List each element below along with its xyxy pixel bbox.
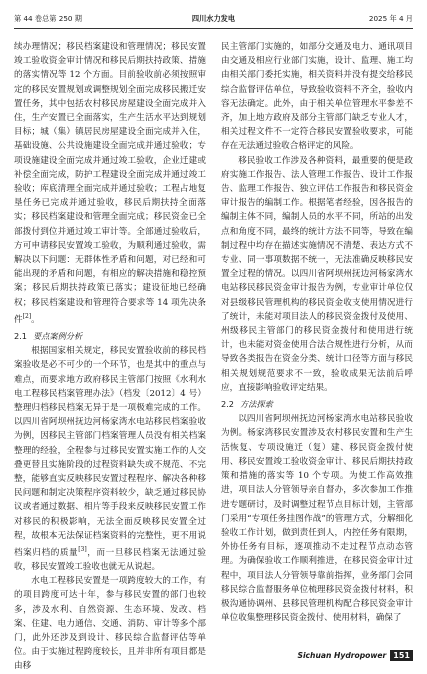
journal-title: 四川水力发电 — [191, 14, 236, 23]
section-heading — [221, 397, 413, 411]
section-title: 要点案例分析 — [33, 330, 83, 341]
section-heading — [14, 329, 206, 343]
paragraph: 水电工程移民安置是一项跨度较大的工作，有的项目跨度可达十年，参与移民安置的部门也较多，涉及水利、自然资源、生态环境、发改、档案、住建、电力通信、交通、消防、审计等多个部门，此外还涉及到设计、移民综合监督评估等单位。由于实施过程跨度较长，且并非所有项目都是由移 — [14, 576, 206, 672]
section-title: 方法探索 — [240, 399, 273, 410]
page-number: 151 — [390, 650, 413, 661]
page-header — [14, 10, 413, 29]
issue-date: 2025 年 4 月 — [368, 14, 413, 23]
page-footer — [297, 648, 413, 662]
paragraph: 移民验收工作涉及各种资料，最重要的便是政府实施工作报告、法人管理工作报告、设计工作报告、监理工作报告、独立评估工作报告和移民资金审计报告的编制工作。根据笔者经验，因各报告的编制主体不同，编制人员的水平不同，所站的出发点和角度不同，最终的统计方法不同等，导致在编制过程中均存在描述实施情况不清楚、表达方式不专业、同一事项数据不统一，无法准确反映移民安置全过程的情况。以四川省阿坝州抚边河杨家湾水电站移民移民资金审计报告为例，专业审计单位仅对县级移民管理机构的移民资金收支使用情况进行了统计，未能对项目法人的移民资金拨付及使用、州级移民主管部门的移民资金拨付和使用进行统计，也未能对资金使用合法合规性进行分析，从而导致各类报告在资金分类、统计口径等方面与移民相关规划规范要求不一致，验收成果无法前后呼应，直接影响验收评定结果。 — [221, 155, 413, 393]
paragraph: 根据国家相关规定，移民安置验收前的移民档案验收是必不可少的一个环节，也是其中的重点与难点，而要求地方政府移民主管部门按照《水利水电工程移民档案管理办法》（档发〔2012〕4 号）整理归档移民档案无异于是一项极难完成的工作。以四川省阿坝州抚边河杨家湾水电站移民档案验收为例，因移民主管部门档案管理人员没有相关档案整理的经验，全程参与过移民安置实施工作的人交叠更替且实施阶段的过程资料缺失或不规范、不完整，能够直实反映移民安置过程程序、解决各种移民问题和制定决策程序资料较少，缺乏通过移民协议或者通过数据、相片等手段来反映移民安置工作对移民的积极影响，无法全面反映移民安置全过程，故根本无法保证档案资料的完整性，更不用说档案归档的质量[3]，而一旦移民档案无法通过验收，移民安置竣工验收也就无从说起。 — [14, 346, 206, 573]
left-column — [14, 40, 206, 674]
section-number: 2.1 — [14, 330, 28, 341]
reference-marker[interactable]: [3] — [78, 545, 87, 553]
paragraph: 续办理情况；移民档案建设和管理情况；移民安置竣工验收资金审计情况和移民后期扶持政策、措施的落实情况等 12 个方面。目前验收前必须按照审定的移民安置规划或调整规划全面完成移民搬迁安置任务，其中包括农村移民房屋建设全面完成并入住，生产安置已全面落实，生产生活水平达到规划目标；城（集）镇居民房屋建设全面完成并入住，基础设施、公共设施建设全面完成并通过验收；专项设施建设全面完成并通过竣工验收，企业迁建或补偿全面完成，防护工程建设全面完成并通过竣工验收；库底清理全面完成并通过验收；工程占地复垦任务已完成并通过验收，移民后期扶持全面落实；移民档案建设和管理全面完成；移民资金已全部拨付到位并通过竣工审计等。全部通过验收后，方可申请移民安置竣工验收，为顺利通过验收，需解决以下问题：无群体性矛盾和问题，对已经和可能出现的矛盾和问题，有相应的解决措施和稳控预案；移民后期扶持政策已落实；建设征地已经确权；移民档案建设和管理符合要求等 14 项先决条件[2]。 — [14, 42, 206, 325]
section-number: 2.2 — [221, 399, 235, 410]
volume-issue: 第 44 卷总第 250 期 — [14, 14, 82, 23]
reference-marker[interactable]: [2] — [22, 312, 32, 320]
paragraph: 民主管部门实施的，如部分交通及电力、通讯项目由交通及相应行业部门实施，设计、监理、施工均由相关部门委托实施，相关资料并没有提交给移民综合监督评估单位，导致验收资料不齐全，验收内容无法确定。此外，由于相关单位管理水平参差不齐，加上地方政府及部分主管部门缺乏专业人才，相关过程文件不一定符合移民安置验收要求，可能存在无法通过验收合格评定的风险。 — [221, 42, 413, 152]
paragraph: 以四川省阿坝州抚边河杨家湾水电站移民验收为例。杨家湾移民安置涉及农村移民安置和生产生活恢复、专项设施迁（复）建、移民资金拨付使用、移民安置竣工验收资金审计、移民后期扶持政策和措施的落实等 10 个专项。为使工作高效推进，项目法人分管领导亲自督办，多次参加工作推进专题研讨，及时调整过程节点目标计划，主管部门采用“专项任务挂图作战”的管理方式，分解细化验收工作计划，做到责任到人，内控任务有限期，外协任务有目标，逐项推动不走过程节点动态管理。为确保验收工作顺利推进，在移民资金审计过程中，项目法人分管领导靠前指挥，业务部门会同移民综合监督服务单位梳理移民资金拨付材料，积极沟通协调州、县移民管理机构配合移民资金审计单位收集整理移民资金拨付、使用材料，确保了 — [221, 414, 413, 624]
right-column — [221, 40, 413, 625]
journal-english-name: Sichuan Hydropower — [297, 650, 387, 660]
